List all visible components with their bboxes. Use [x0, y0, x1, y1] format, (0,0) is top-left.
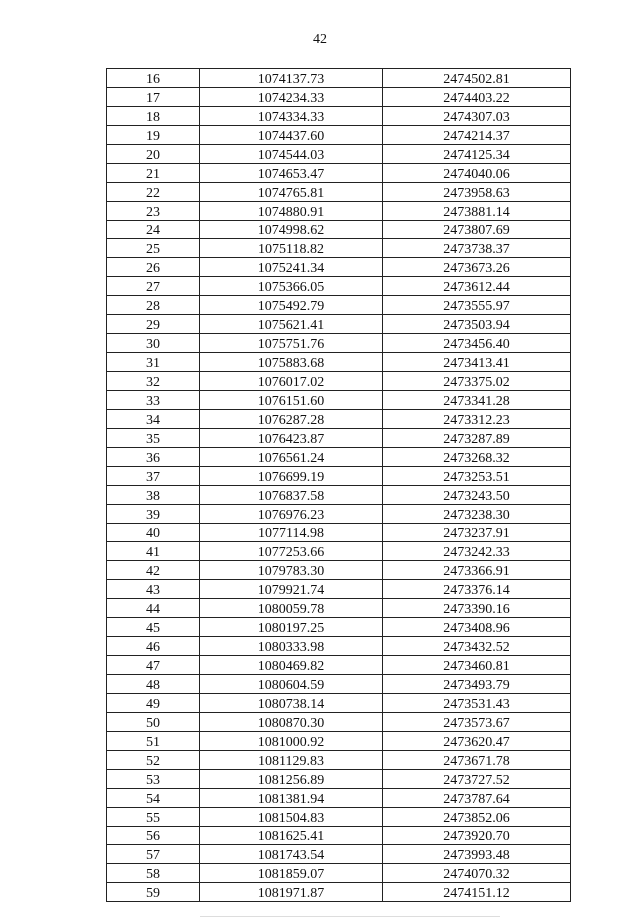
table-row — [107, 769, 571, 788]
point-number-cell: 29 — [107, 315, 200, 334]
x-coordinate-cell: 1080469.82 — [200, 656, 383, 675]
point-number-cell: 34 — [107, 409, 200, 428]
x-coordinate-cell: 1076287.28 — [200, 409, 383, 428]
x-coordinate-cell: 1076561.24 — [200, 447, 383, 466]
table-row — [107, 599, 571, 618]
y-coordinate-cell: 2474502.81 — [383, 69, 571, 88]
y-coordinate-cell: 2474307.03 — [383, 106, 571, 125]
x-coordinate-cell: 1075366.05 — [200, 277, 383, 296]
x-coordinate-cell: 1074653.47 — [200, 163, 383, 182]
table-row — [107, 258, 571, 277]
x-coordinate-cell: 1077114.98 — [200, 523, 383, 542]
x-coordinate-cell: 1081381.94 — [200, 788, 383, 807]
x-coordinate-cell: 1076423.87 — [200, 428, 383, 447]
table-row — [107, 731, 571, 750]
y-coordinate-cell: 2473671.78 — [383, 750, 571, 769]
x-coordinate-cell: 1074544.03 — [200, 144, 383, 163]
table-row — [107, 485, 571, 504]
y-coordinate-cell: 2473375.02 — [383, 372, 571, 391]
point-number-cell: 27 — [107, 277, 200, 296]
table-row — [107, 618, 571, 637]
y-coordinate-cell: 2473573.67 — [383, 712, 571, 731]
table-row — [107, 409, 571, 428]
y-coordinate-cell: 2473881.14 — [383, 201, 571, 220]
y-coordinate-cell: 2473920.70 — [383, 826, 571, 845]
y-coordinate-cell: 2473787.64 — [383, 788, 571, 807]
y-coordinate-cell: 2473390.16 — [383, 599, 571, 618]
y-coordinate-cell: 2473366.91 — [383, 561, 571, 580]
table-row — [107, 447, 571, 466]
y-coordinate-cell: 2474040.06 — [383, 163, 571, 182]
table-row — [107, 712, 571, 731]
point-number-cell: 49 — [107, 693, 200, 712]
x-coordinate-cell: 1075751.76 — [200, 334, 383, 353]
point-number-cell: 19 — [107, 125, 200, 144]
table-row — [107, 69, 571, 88]
x-coordinate-cell: 1079783.30 — [200, 561, 383, 580]
table-row — [107, 353, 571, 372]
point-number-cell: 21 — [107, 163, 200, 182]
point-number-cell: 57 — [107, 845, 200, 864]
y-coordinate-cell: 2473620.47 — [383, 731, 571, 750]
y-coordinate-cell: 2474403.22 — [383, 87, 571, 106]
x-coordinate-cell: 1076151.60 — [200, 390, 383, 409]
y-coordinate-cell: 2473341.28 — [383, 390, 571, 409]
y-coordinate-cell: 2473503.94 — [383, 315, 571, 334]
point-number-cell: 44 — [107, 599, 200, 618]
table-row — [107, 466, 571, 485]
x-coordinate-cell: 1081129.83 — [200, 750, 383, 769]
y-coordinate-cell: 2473287.89 — [383, 428, 571, 447]
x-coordinate-cell: 1075492.79 — [200, 296, 383, 315]
point-number-cell: 50 — [107, 712, 200, 731]
y-coordinate-cell: 2473852.06 — [383, 807, 571, 826]
point-number-cell: 54 — [107, 788, 200, 807]
point-number-cell: 40 — [107, 523, 200, 542]
y-coordinate-cell: 2473531.43 — [383, 693, 571, 712]
point-number-cell: 22 — [107, 182, 200, 201]
table-row — [107, 182, 571, 201]
y-coordinate-cell: 2473807.69 — [383, 220, 571, 239]
point-number-cell: 56 — [107, 826, 200, 845]
table-row — [107, 125, 571, 144]
y-coordinate-cell: 2473456.40 — [383, 334, 571, 353]
point-number-cell: 26 — [107, 258, 200, 277]
y-coordinate-cell: 2473738.37 — [383, 239, 571, 258]
y-coordinate-cell: 2473612.44 — [383, 277, 571, 296]
x-coordinate-cell: 1081504.83 — [200, 807, 383, 826]
x-coordinate-cell: 1081859.07 — [200, 864, 383, 883]
x-coordinate-cell: 1075118.82 — [200, 239, 383, 258]
x-coordinate-cell: 1074334.33 — [200, 106, 383, 125]
x-coordinate-cell: 1075621.41 — [200, 315, 383, 334]
point-number-cell: 31 — [107, 353, 200, 372]
x-coordinate-cell: 1080738.14 — [200, 693, 383, 712]
y-coordinate-cell: 2474125.34 — [383, 144, 571, 163]
table-row — [107, 239, 571, 258]
y-coordinate-cell: 2473958.63 — [383, 182, 571, 201]
table-row — [107, 220, 571, 239]
table-row — [107, 201, 571, 220]
table-row — [107, 864, 571, 883]
x-coordinate-cell: 1081971.87 — [200, 883, 383, 902]
y-coordinate-cell: 2473727.52 — [383, 769, 571, 788]
table-row — [107, 504, 571, 523]
y-coordinate-cell: 2473268.32 — [383, 447, 571, 466]
table-row — [107, 807, 571, 826]
point-number-cell: 33 — [107, 390, 200, 409]
table-row — [107, 372, 571, 391]
table-row — [107, 334, 571, 353]
y-coordinate-cell: 2473237.91 — [383, 523, 571, 542]
x-coordinate-cell: 1081743.54 — [200, 845, 383, 864]
x-coordinate-cell: 1080197.25 — [200, 618, 383, 637]
x-coordinate-cell: 1074765.81 — [200, 182, 383, 201]
point-number-cell: 35 — [107, 428, 200, 447]
y-coordinate-cell: 2473408.96 — [383, 618, 571, 637]
y-coordinate-cell: 2474151.12 — [383, 883, 571, 902]
point-number-cell: 20 — [107, 144, 200, 163]
table-row — [107, 637, 571, 656]
point-number-cell: 32 — [107, 372, 200, 391]
point-number-cell: 37 — [107, 466, 200, 485]
y-coordinate-cell: 2473312.23 — [383, 409, 571, 428]
x-coordinate-cell: 1076976.23 — [200, 504, 383, 523]
point-number-cell: 28 — [107, 296, 200, 315]
table-row — [107, 580, 571, 599]
x-coordinate-cell: 1080604.59 — [200, 675, 383, 694]
y-coordinate-cell: 2473460.81 — [383, 656, 571, 675]
x-coordinate-cell: 1074880.91 — [200, 201, 383, 220]
point-number-cell: 18 — [107, 106, 200, 125]
y-coordinate-cell: 2473555.97 — [383, 296, 571, 315]
y-coordinate-cell: 2473238.30 — [383, 504, 571, 523]
coordinates-table — [106, 68, 571, 902]
point-number-cell: 55 — [107, 807, 200, 826]
y-coordinate-cell: 2473243.50 — [383, 485, 571, 504]
point-number-cell: 36 — [107, 447, 200, 466]
table-row — [107, 296, 571, 315]
page-number: 42 — [313, 32, 327, 47]
point-number-cell: 17 — [107, 87, 200, 106]
x-coordinate-cell: 1074137.73 — [200, 69, 383, 88]
point-number-cell: 24 — [107, 220, 200, 239]
point-number-cell: 58 — [107, 864, 200, 883]
table-row — [107, 883, 571, 902]
table-row — [107, 561, 571, 580]
table-row — [107, 675, 571, 694]
point-number-cell: 48 — [107, 675, 200, 694]
y-coordinate-cell: 2473413.41 — [383, 353, 571, 372]
x-coordinate-cell: 1077253.66 — [200, 542, 383, 561]
x-coordinate-cell: 1076017.02 — [200, 372, 383, 391]
x-coordinate-cell: 1076699.19 — [200, 466, 383, 485]
table-row — [107, 390, 571, 409]
y-coordinate-cell: 2473993.48 — [383, 845, 571, 864]
point-number-cell: 53 — [107, 769, 200, 788]
y-coordinate-cell: 2473673.26 — [383, 258, 571, 277]
table-row — [107, 845, 571, 864]
table-row — [107, 144, 571, 163]
y-coordinate-cell: 2473432.52 — [383, 637, 571, 656]
table-row — [107, 523, 571, 542]
y-coordinate-cell: 2473242.33 — [383, 542, 571, 561]
page-bottom-edge — [200, 916, 500, 917]
coordinates-table-body — [107, 69, 571, 902]
point-number-cell: 42 — [107, 561, 200, 580]
x-coordinate-cell: 1076837.58 — [200, 485, 383, 504]
y-coordinate-cell: 2474070.32 — [383, 864, 571, 883]
point-number-cell: 51 — [107, 731, 200, 750]
table-row — [107, 542, 571, 561]
point-number-cell: 59 — [107, 883, 200, 902]
table-row — [107, 315, 571, 334]
x-coordinate-cell: 1080870.30 — [200, 712, 383, 731]
table-row — [107, 163, 571, 182]
point-number-cell: 46 — [107, 637, 200, 656]
point-number-cell: 43 — [107, 580, 200, 599]
table-row — [107, 87, 571, 106]
table-row — [107, 693, 571, 712]
point-number-cell: 47 — [107, 656, 200, 675]
table-row — [107, 788, 571, 807]
table-row — [107, 106, 571, 125]
x-coordinate-cell: 1075241.34 — [200, 258, 383, 277]
point-number-cell: 45 — [107, 618, 200, 637]
x-coordinate-cell: 1074998.62 — [200, 220, 383, 239]
point-number-cell: 30 — [107, 334, 200, 353]
x-coordinate-cell: 1080333.98 — [200, 637, 383, 656]
x-coordinate-cell: 1080059.78 — [200, 599, 383, 618]
point-number-cell: 41 — [107, 542, 200, 561]
x-coordinate-cell: 1074437.60 — [200, 125, 383, 144]
y-coordinate-cell: 2473376.14 — [383, 580, 571, 599]
x-coordinate-cell: 1081000.92 — [200, 731, 383, 750]
point-number-cell: 52 — [107, 750, 200, 769]
point-number-cell: 25 — [107, 239, 200, 258]
y-coordinate-cell: 2473493.79 — [383, 675, 571, 694]
x-coordinate-cell: 1074234.33 — [200, 87, 383, 106]
y-coordinate-cell: 2474214.37 — [383, 125, 571, 144]
table-row — [107, 826, 571, 845]
x-coordinate-cell: 1079921.74 — [200, 580, 383, 599]
point-number-cell: 38 — [107, 485, 200, 504]
x-coordinate-cell: 1081625.41 — [200, 826, 383, 845]
point-number-cell: 39 — [107, 504, 200, 523]
table-row — [107, 277, 571, 296]
y-coordinate-cell: 2473253.51 — [383, 466, 571, 485]
x-coordinate-cell: 1075883.68 — [200, 353, 383, 372]
point-number-cell: 23 — [107, 201, 200, 220]
table-row — [107, 656, 571, 675]
table-row — [107, 750, 571, 769]
point-number-cell: 16 — [107, 69, 200, 88]
table-row — [107, 428, 571, 447]
x-coordinate-cell: 1081256.89 — [200, 769, 383, 788]
